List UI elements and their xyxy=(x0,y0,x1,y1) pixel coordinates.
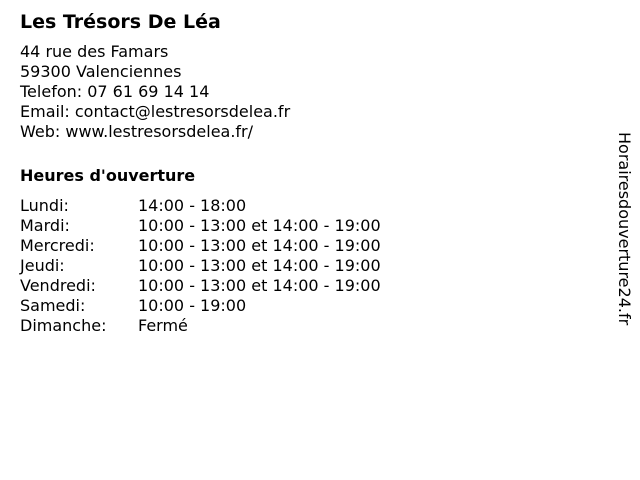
day-label: Mercredi: xyxy=(20,236,95,255)
time-range: 14:00 - 18:00 xyxy=(138,196,247,215)
shop-name: Les Trésors De Léa xyxy=(20,11,221,33)
website-line: Web: www.lestresorsdelea.fr/ xyxy=(20,122,254,141)
time-range: 10:00 - 13:00 et 14:00 - 19:00 xyxy=(138,236,381,255)
hours-row-friday xyxy=(20,276,381,296)
hours-row-saturday xyxy=(20,296,381,316)
day-label: Samedi: xyxy=(20,296,86,315)
hours-row-monday xyxy=(20,196,381,216)
time-range: 10:00 - 13:00 et 14:00 - 19:00 xyxy=(138,256,381,275)
day-label: Dimanche: xyxy=(20,316,107,335)
email-line: Email: contact@lestresorsdelea.fr xyxy=(20,102,291,121)
hours-row-tuesday xyxy=(20,216,381,236)
hours-row-thursday xyxy=(20,256,381,276)
shop-card xyxy=(20,10,590,336)
hours-row-wednesday xyxy=(20,236,381,256)
time-range: 10:00 - 13:00 et 14:00 - 19:00 xyxy=(138,216,381,235)
address-block xyxy=(20,42,590,142)
day-label: Lundi: xyxy=(20,196,69,215)
phone-line: Telefon: 07 61 69 14 14 xyxy=(20,82,210,101)
day-label: Vendredi: xyxy=(20,276,96,295)
time-range: Fermé xyxy=(138,316,188,335)
postal-city: 59300 Valenciennes xyxy=(20,62,182,81)
day-label: Mardi: xyxy=(20,216,70,235)
site-watermark: Horairesdouverture24.fr xyxy=(615,132,634,326)
opening-hours-table xyxy=(20,196,381,336)
time-range: 10:00 - 19:00 xyxy=(138,296,247,315)
hours-row-sunday xyxy=(20,316,381,336)
opening-hours-heading: Heures d'ouverture xyxy=(20,166,196,185)
time-range: 10:00 - 13:00 et 14:00 - 19:00 xyxy=(138,276,381,295)
day-label: Jeudi: xyxy=(20,256,65,275)
street-address: 44 rue des Famars xyxy=(20,42,169,61)
